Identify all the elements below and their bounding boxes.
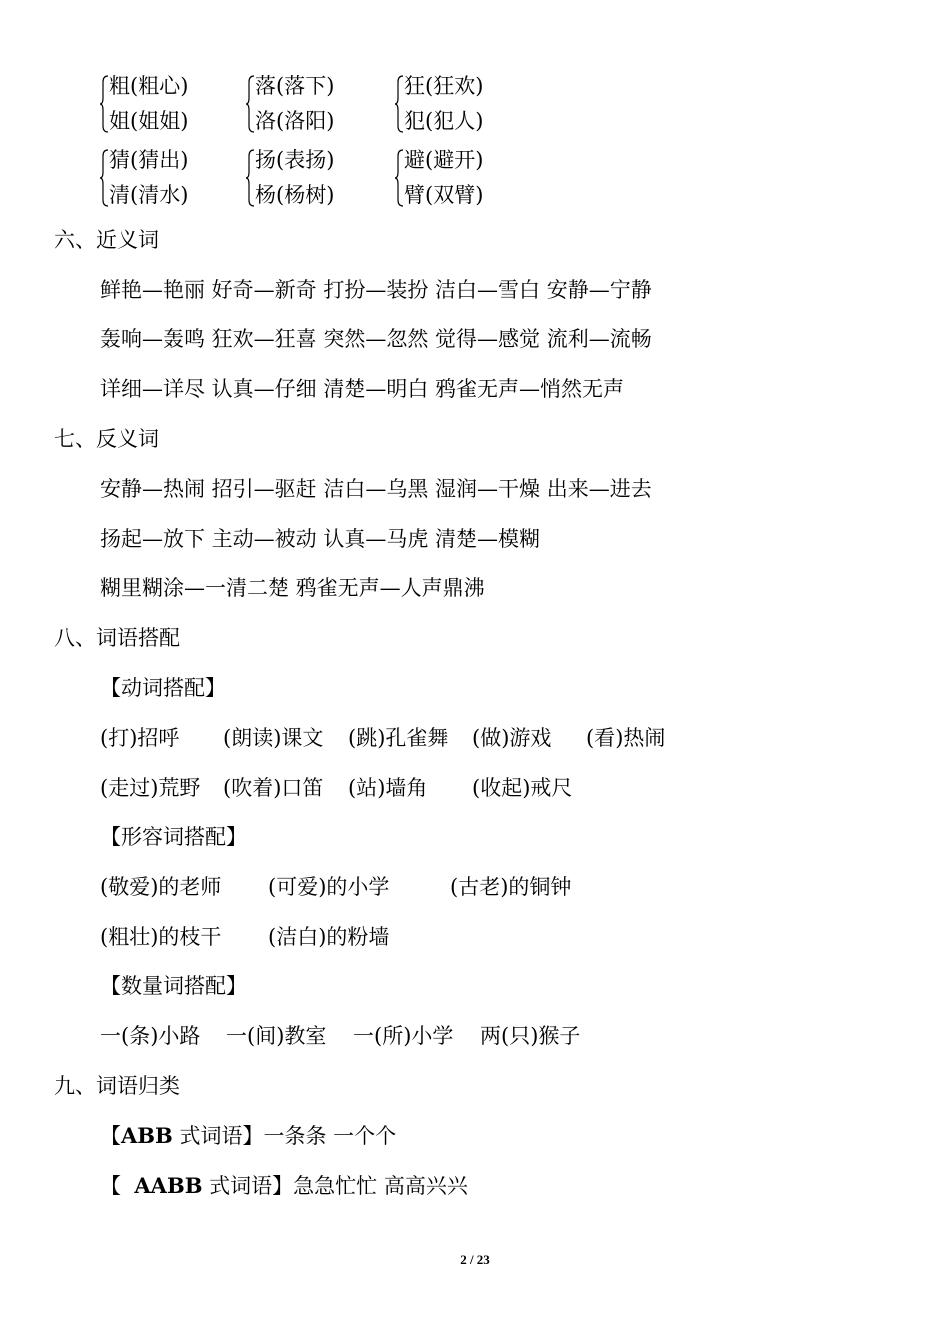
- collocation-item: (跳)孔雀舞: [348, 726, 449, 750]
- collocation-item: (打)招呼: [100, 726, 180, 750]
- char-pair-bottom: 清(清水): [109, 183, 189, 207]
- char-pair-bottom: 洛(洛阳): [255, 109, 335, 133]
- char-pair-top: 落(落下): [255, 74, 335, 98]
- categories-heading: 九、词语归类: [54, 1074, 180, 1098]
- collocation-item: (站)墙角: [348, 776, 428, 800]
- collocation-item: (朗读)课文: [223, 726, 324, 750]
- category-words: 一条条 一个个: [263, 1124, 397, 1148]
- synonyms-heading: 六、近义词: [54, 228, 159, 252]
- collocation-item: 两(只)猴子: [480, 1024, 581, 1048]
- collocation-item: 一(所)小学: [353, 1024, 454, 1048]
- collocation-item: (粗壮)的枝干: [100, 925, 222, 949]
- collocation-item: (洁白)的粉墙: [268, 925, 390, 949]
- collocation-item: (敬爱)的老师: [100, 875, 222, 899]
- synonyms-line: 详细—详尽 认真—仔细 清楚—明白 鸦雀无声—悄然无声: [100, 377, 625, 401]
- char-pair-top: 粗(粗心): [109, 74, 189, 98]
- antonyms-line: 安静—热闹 招引—驱赶 洁白—乌黑 湿润—干燥 出来—进去: [100, 477, 652, 501]
- synonyms-line: 轰响—轰鸣 狂欢—狂喜 突然—忽然 觉得—感觉 流利—流畅: [100, 327, 652, 351]
- collocation-item: (看)热闹: [586, 726, 666, 750]
- collocation-item: (做)游戏: [472, 726, 552, 750]
- pattern-label: AABB: [134, 1173, 203, 1198]
- char-pair-bottom: 姐(姐姐): [109, 109, 189, 133]
- collocation-item: (吹着)口笛: [223, 776, 324, 800]
- char-pair-bottom: 杨(杨树): [255, 183, 335, 207]
- collocation-item: (古老)的铜钟: [450, 875, 572, 899]
- bracket-open: 【: [100, 1174, 128, 1198]
- collocation-item: (可爱)的小学: [268, 875, 390, 899]
- category-words: 急急忙忙 高高兴兴: [293, 1174, 468, 1198]
- category-label: 式词语】: [209, 1174, 294, 1198]
- abb-category-line: [100, 1123, 396, 1149]
- collocation-item: 一(间)教室: [226, 1024, 327, 1048]
- synonyms-line: 鲜艳—艳丽 好奇—新奇 打扮—装扮 洁白—雪白 安静—宁静: [100, 278, 652, 302]
- char-pair-top: 猜(猜出): [109, 148, 189, 172]
- verb-collocation-label: 【动词搭配】: [100, 676, 226, 700]
- collocation-item: (走过)荒野: [100, 776, 201, 800]
- adj-collocation-label: 【形容词搭配】: [100, 825, 247, 849]
- bracket-open: 【: [100, 1124, 121, 1148]
- page-number: 2 / 23: [460, 1252, 490, 1267]
- antonyms-line: 扬起—放下 主动—被动 认真—马虎 清楚—模糊: [100, 527, 541, 551]
- antonyms-heading: 七、反义词: [54, 427, 159, 451]
- aabb-category-line: [100, 1173, 468, 1199]
- char-pair-top: 扬(表扬): [255, 148, 335, 172]
- char-pair-bottom: 犯(犯人): [404, 109, 484, 133]
- collocation-item: (收起)戒尺: [472, 776, 573, 800]
- char-pair-top: 狂(狂欢): [404, 74, 484, 98]
- antonyms-line: 糊里糊涂—一清二楚 鸦雀无声—人声鼎沸: [100, 576, 485, 600]
- collocation-item: 一(条)小路: [100, 1024, 201, 1048]
- pattern-label: ABB: [121, 1123, 173, 1148]
- char-pair-top: 避(避开): [404, 148, 484, 172]
- quant-collocation-label: 【数量词搭配】: [100, 974, 247, 998]
- collocations-heading: 八、词语搭配: [54, 626, 180, 650]
- category-label: 式词语】: [179, 1124, 264, 1148]
- char-pair-bottom: 臂(双臂): [404, 183, 484, 207]
